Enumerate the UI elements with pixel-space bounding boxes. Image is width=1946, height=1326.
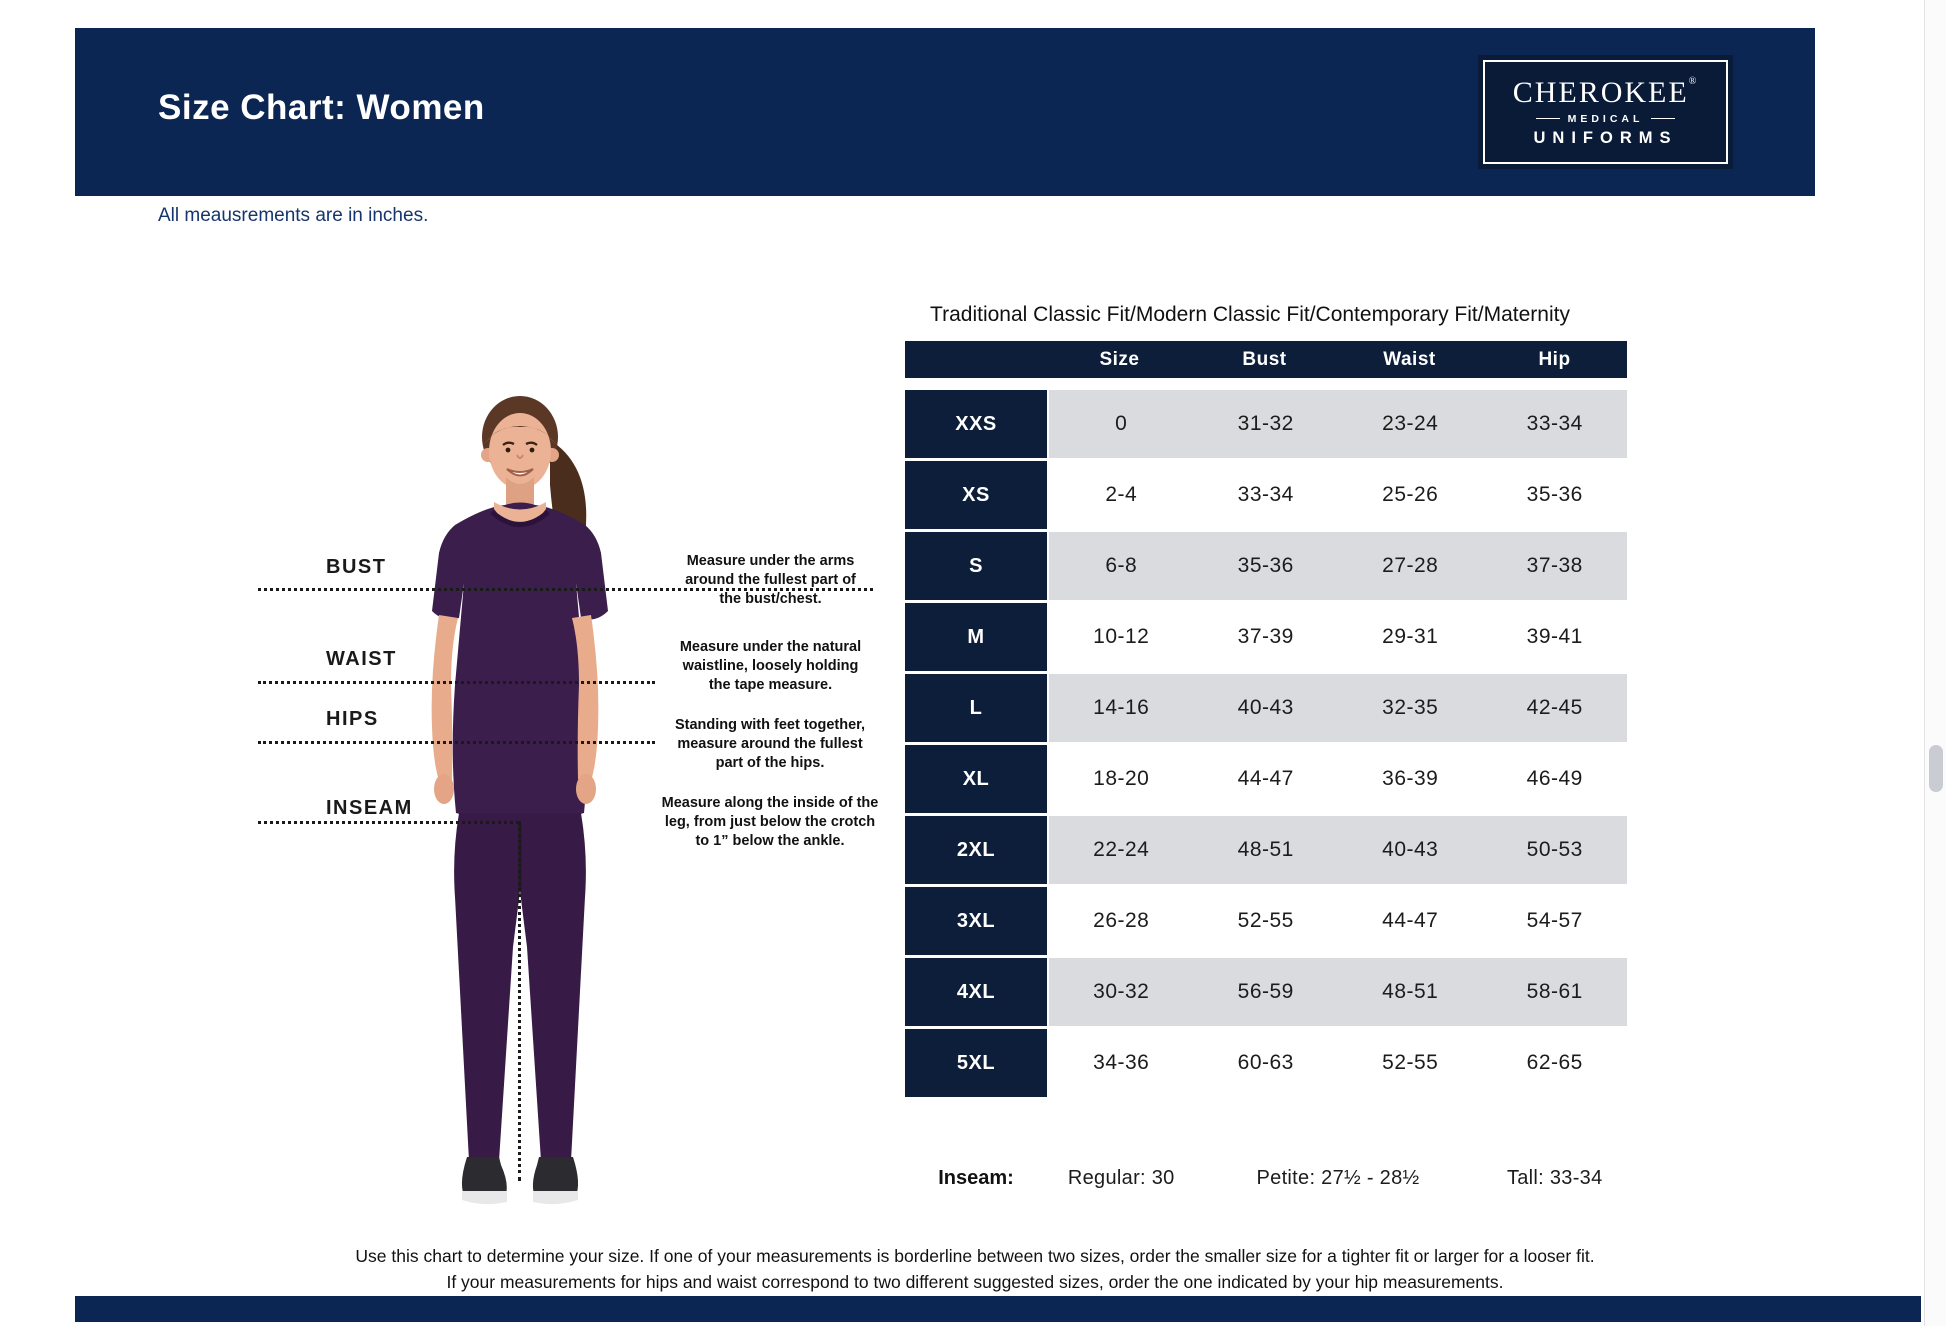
size-cell: 18-20 <box>1093 767 1150 790</box>
inseam-vertical-dotted-line <box>518 821 521 1181</box>
hip-cell: 39-41 <box>1526 625 1583 648</box>
size-cell: 22-24 <box>1093 838 1150 861</box>
hips-dotted-line <box>258 741 655 744</box>
bust-cell: 40-43 <box>1237 696 1294 719</box>
waist-cell: 48-51 <box>1382 980 1439 1003</box>
size-cell: 10-12 <box>1093 625 1150 648</box>
bust-label: BUST <box>326 556 387 578</box>
usage-note-line2: If your measurements for hips and waist correspond to two different suggested sizes, order the one indicated by your hip measurements. <box>446 1272 1504 1293</box>
table-row <box>905 816 1627 884</box>
size-table-body <box>905 390 1627 1100</box>
table-title: Traditional Classic Fit/Modern Classic Fit/Contemporary Fit/Maternity <box>930 303 1570 326</box>
hip-cell: 35-36 <box>1526 483 1583 506</box>
size-row-label: XL <box>905 745 1047 813</box>
hip-cell: 37-38 <box>1526 554 1583 577</box>
inseam-row <box>905 1158 1627 1198</box>
bust-cell: 52-55 <box>1237 909 1294 932</box>
waist-cell: 52-55 <box>1382 1051 1439 1074</box>
size-cell: 0 <box>1115 412 1128 435</box>
page-title: Size Chart: Women <box>158 88 485 127</box>
size-row-label: XXS <box>905 390 1047 458</box>
units-note: All meausrements are in inches. <box>158 205 429 226</box>
table-header-row <box>905 341 1627 378</box>
table-row <box>905 1029 1627 1097</box>
table-row <box>905 958 1627 1026</box>
bust-cell: 56-59 <box>1237 980 1294 1003</box>
bust-cell: 44-47 <box>1237 767 1294 790</box>
size-row-label: XS <box>905 461 1047 529</box>
hip-cell: 54-57 <box>1526 909 1583 932</box>
table-row <box>905 461 1627 529</box>
waist-cell: 32-35 <box>1382 696 1439 719</box>
column-header-waist: Waist <box>1383 348 1436 370</box>
inseam-description: Measure along the inside of the leg, from just below the crotch to 1” below the ankle. <box>661 795 879 850</box>
table-header-spacer <box>905 341 1047 378</box>
hip-cell: 58-61 <box>1526 980 1583 1003</box>
table-row <box>905 887 1627 955</box>
logo-frame <box>1483 60 1728 164</box>
logo-dash-left <box>1536 118 1560 119</box>
table-row <box>905 674 1627 742</box>
inseam-row-label: Inseam: <box>938 1166 1014 1189</box>
logo-medical-row <box>1536 113 1676 125</box>
inseam-tall: Tall: 33-34 <box>1506 1166 1603 1189</box>
size-row-label: S <box>905 532 1047 600</box>
size-row-label: M <box>905 603 1047 671</box>
cherokee-logo <box>1478 55 1733 169</box>
bust-cell: 60-63 <box>1237 1051 1294 1074</box>
size-cell: 26-28 <box>1093 909 1150 932</box>
waist-cell: 40-43 <box>1382 838 1439 861</box>
bust-cell: 48-51 <box>1237 838 1294 861</box>
hips-description: Standing with feet together, measure around the fullest part of the hips. <box>674 717 866 772</box>
waist-cell: 25-26 <box>1382 483 1439 506</box>
header-bar <box>75 28 1815 196</box>
usage-note-line1: Use this chart to determine your size. If one of your measurements is borderline between two sizes, order the smaller size for a tighter fit or larger for a looser fit. <box>355 1246 1595 1266</box>
column-header-bust: Bust <box>1242 348 1287 370</box>
table-row <box>905 603 1627 671</box>
size-row-label: 5XL <box>905 1029 1047 1097</box>
column-header-hip: Hip <box>1538 348 1571 370</box>
size-row-label: 3XL <box>905 887 1047 955</box>
inseam-label: INSEAM <box>326 797 413 819</box>
waist-label: WAIST <box>326 648 397 670</box>
scrollbar-thumb[interactable] <box>1929 745 1943 792</box>
waist-dotted-line <box>258 681 655 684</box>
size-cell: 14-16 <box>1093 696 1150 719</box>
hip-cell: 46-49 <box>1526 767 1583 790</box>
scrollbar-track[interactable] <box>1924 0 1946 1326</box>
logo-brand-text: CHEROKEE® <box>1512 75 1699 109</box>
inseam-dotted-line <box>258 821 519 824</box>
bust-cell: 37-39 <box>1237 625 1294 648</box>
table-row <box>905 532 1627 600</box>
bust-cell: 31-32 <box>1237 412 1294 435</box>
waist-cell: 23-24 <box>1382 412 1439 435</box>
registered-trademark-icon: ® <box>1688 75 1699 87</box>
table-row <box>905 390 1627 458</box>
size-cell: 2-4 <box>1105 483 1138 506</box>
logo-dash-right <box>1651 118 1675 119</box>
hip-cell: 42-45 <box>1526 696 1583 719</box>
logo-uniforms-text: UNIFORMS <box>1533 128 1678 147</box>
waist-cell: 29-31 <box>1382 625 1439 648</box>
logo-medical-text: MEDICAL <box>1567 112 1644 125</box>
hip-cell: 62-65 <box>1526 1051 1583 1074</box>
bust-cell: 35-36 <box>1237 554 1294 577</box>
inseam-regular: Regular: 30 <box>1067 1166 1175 1189</box>
waist-cell: 44-47 <box>1382 909 1439 932</box>
usage-note <box>75 1243 1875 1296</box>
footer-bar <box>75 1296 1921 1322</box>
hips-label: HIPS <box>326 708 379 730</box>
waist-cell: 36-39 <box>1382 767 1439 790</box>
hip-cell: 50-53 <box>1526 838 1583 861</box>
table-row <box>905 745 1627 813</box>
inseam-petite: Petite: 27½ - 28½ <box>1256 1166 1420 1189</box>
hip-cell: 33-34 <box>1526 412 1583 435</box>
size-row-label: 4XL <box>905 958 1047 1026</box>
size-cell: 34-36 <box>1093 1051 1150 1074</box>
bust-cell: 33-34 <box>1237 483 1294 506</box>
size-row-label: L <box>905 674 1047 742</box>
size-cell: 6-8 <box>1105 554 1138 577</box>
waist-cell: 27-28 <box>1382 554 1439 577</box>
bust-description: Measure under the arms around the fullest part of the bust/chest. <box>685 553 856 608</box>
size-cell: 30-32 <box>1093 980 1150 1003</box>
size-row-label: 2XL <box>905 816 1047 884</box>
waist-description: Measure under the natural waistline, loosely holding the tape measure. <box>679 639 862 694</box>
column-header-size: Size <box>1099 348 1140 370</box>
